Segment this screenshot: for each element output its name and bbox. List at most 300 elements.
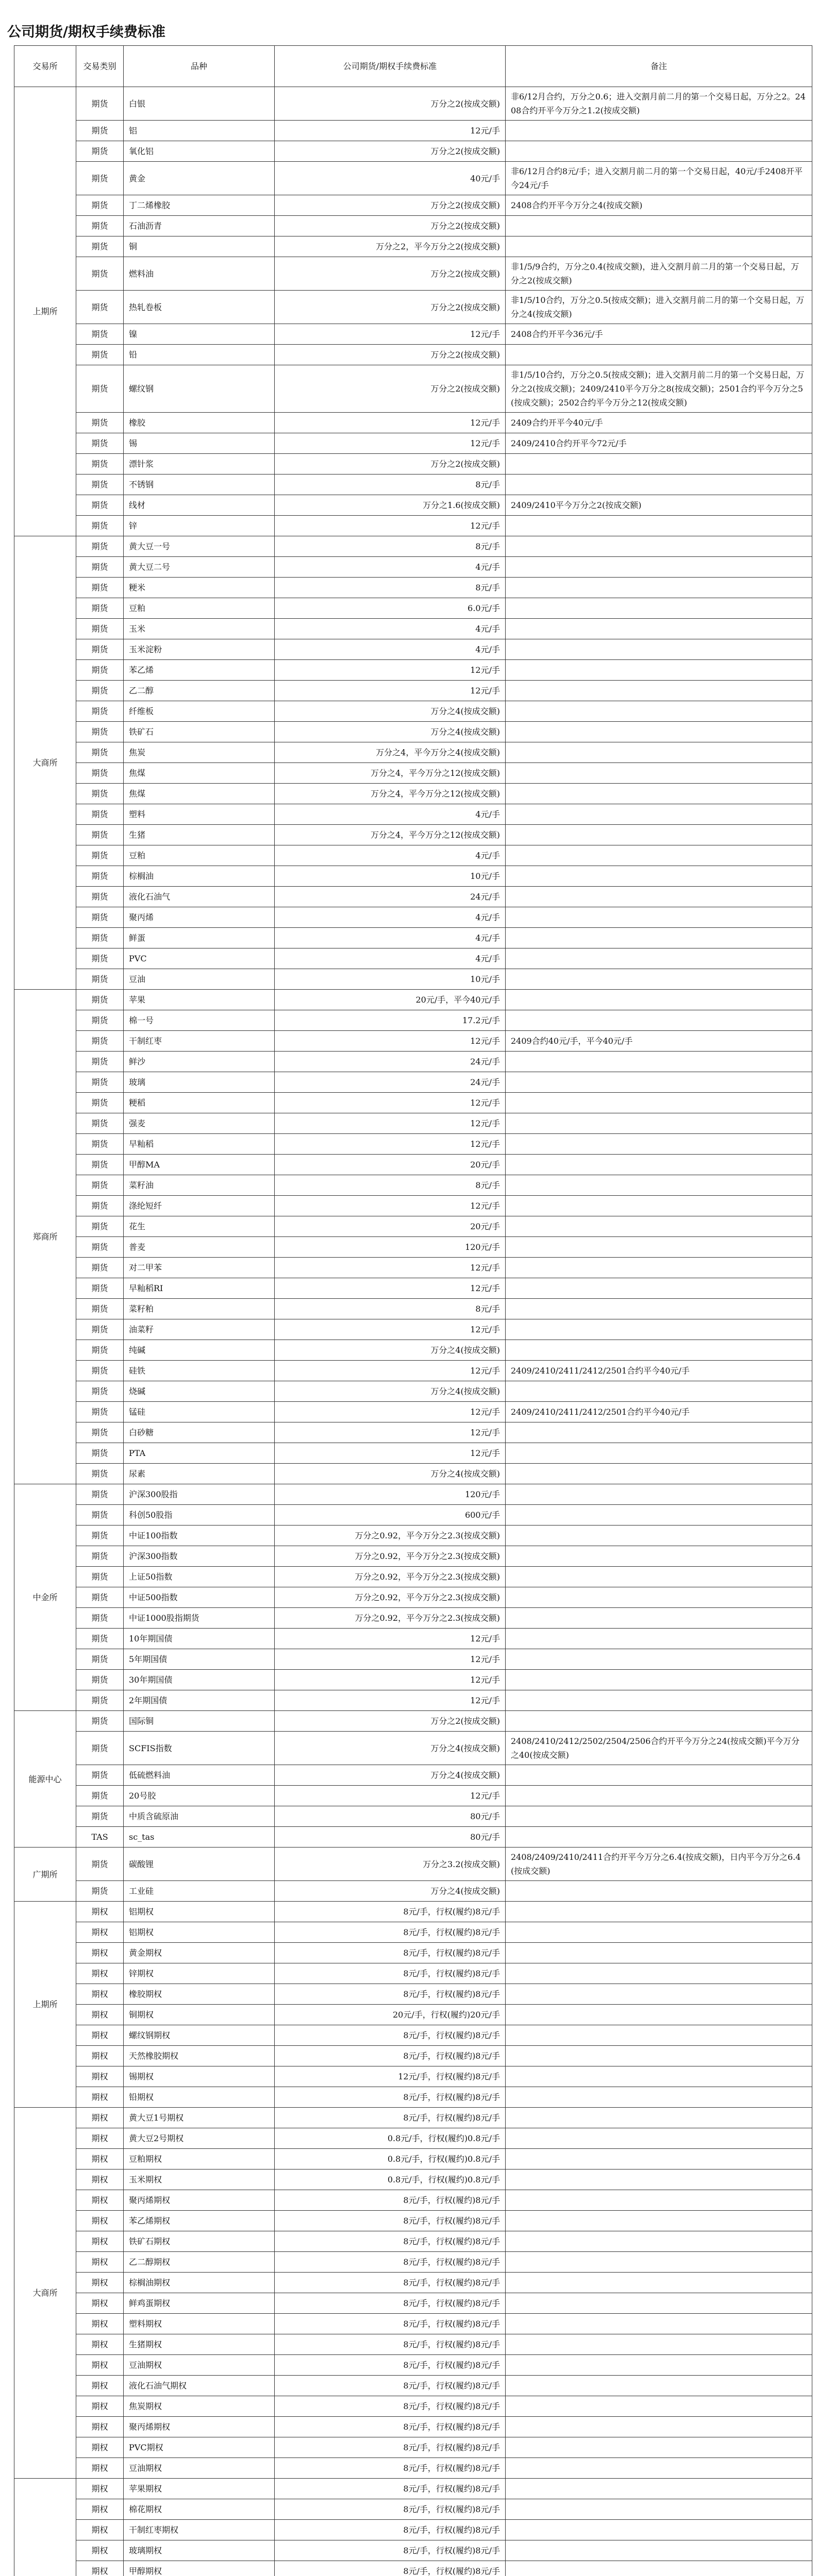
cell-category: 期货	[76, 1340, 124, 1361]
cell-category: 期权	[76, 2252, 124, 2273]
cell-product: 聚丙烯期权	[124, 2190, 275, 2211]
cell-product: 鲜沙	[124, 1052, 275, 1072]
cell-category: 期货	[76, 598, 124, 619]
cell-fee: 万分之4，平今万分之12(按成交额)	[275, 825, 506, 845]
cell-fee: 8元/手，行权(履约)8元/手	[275, 2540, 506, 2561]
cell-remark	[506, 639, 812, 660]
cell-category: 期货	[76, 1052, 124, 1072]
table-row	[14, 433, 812, 454]
cell-remark	[506, 2108, 812, 2128]
cell-product: 白银	[124, 87, 275, 121]
cell-category: 期权	[76, 2087, 124, 2108]
cell-remark	[506, 1963, 812, 1984]
table-row	[14, 2458, 812, 2479]
table-row	[14, 162, 812, 195]
cell-category: 期货	[76, 141, 124, 162]
cell-fee: 20元/手	[275, 1216, 506, 1237]
cell-remark	[506, 2066, 812, 2087]
table-row	[14, 969, 812, 990]
cell-fee: 万分之2(按成交额)	[275, 257, 506, 291]
cell-product: 焦炭	[124, 742, 275, 763]
cell-product: 天然橡胶期权	[124, 2046, 275, 2066]
table-row	[14, 619, 812, 639]
cell-category: 期货	[76, 454, 124, 474]
table-row	[14, 516, 812, 536]
table-row	[14, 1765, 812, 1786]
cell-category: 期货	[76, 236, 124, 257]
cell-product: 2年期国债	[124, 1690, 275, 1711]
cell-fee: 万分之2(按成交额)	[275, 195, 506, 216]
cell-product: 普麦	[124, 1237, 275, 1258]
table-row	[14, 2376, 812, 2396]
cell-remark	[506, 516, 812, 536]
cell-fee: 8元/手，行权(履约)8元/手	[275, 2479, 506, 2499]
cell-product: 粳米	[124, 578, 275, 598]
cell-product: 铜期权	[124, 2005, 275, 2025]
cell-product: 棉一号	[124, 1010, 275, 1031]
cell-product: 尿素	[124, 1464, 275, 1484]
table-row	[14, 1587, 812, 1608]
cell-category: 期货	[76, 969, 124, 990]
cell-remark	[506, 1278, 812, 1299]
cell-category: 期货	[76, 1732, 124, 1765]
table-row	[14, 1031, 812, 1052]
cell-remark	[506, 887, 812, 907]
cell-remark	[506, 2190, 812, 2211]
cell-fee: 12元/手	[275, 1629, 506, 1649]
cell-product: 白砂糖	[124, 1422, 275, 1443]
cell-fee: 8元/手	[275, 1299, 506, 1319]
cell-remark	[506, 1881, 812, 1902]
table-row	[14, 2273, 812, 2293]
cell-product: 铁矿石期权	[124, 2231, 275, 2252]
table-row	[14, 257, 812, 291]
table-row	[14, 2170, 812, 2190]
table-row	[14, 1402, 812, 1422]
cell-fee: 万分之1.6(按成交额)	[275, 495, 506, 516]
cell-product: 螺纹钢	[124, 365, 275, 413]
table-row	[14, 2479, 812, 2499]
cell-product: sc_tas	[124, 1827, 275, 1848]
table-row	[14, 2396, 812, 2417]
cell-remark	[506, 598, 812, 619]
cell-category: 期货	[76, 324, 124, 345]
header-row	[14, 46, 812, 87]
cell-remark	[506, 1216, 812, 1237]
cell-category: 期货	[76, 365, 124, 413]
table-row	[14, 1608, 812, 1629]
cell-category: 期权	[76, 1943, 124, 1963]
table-row	[14, 1052, 812, 1072]
table-row	[14, 1881, 812, 1902]
cell-product: 锡	[124, 433, 275, 454]
cell-remark	[506, 236, 812, 257]
cell-remark	[506, 948, 812, 969]
table-row	[14, 907, 812, 928]
table-row	[14, 1567, 812, 1587]
cell-product: 低硫燃料油	[124, 1765, 275, 1786]
cell-product: 铝	[124, 121, 275, 141]
table-row	[14, 2149, 812, 2170]
cell-category: 期权	[76, 2005, 124, 2025]
table-row	[14, 1155, 812, 1175]
table-row	[14, 365, 812, 413]
cell-fee: 0.8元/手，行权(履约)0.8元/手	[275, 2149, 506, 2170]
cell-exchange: 大商所	[14, 2108, 76, 2479]
cell-product: 对二甲苯	[124, 1258, 275, 1278]
table-row	[14, 141, 812, 162]
cell-product: 石油沥青	[124, 216, 275, 236]
cell-fee: 12元/手	[275, 1670, 506, 1690]
cell-remark	[506, 2437, 812, 2458]
cell-category: 期货	[76, 1505, 124, 1526]
cell-category: 期货	[76, 578, 124, 598]
cell-remark	[506, 1587, 812, 1608]
cell-product: 纤维板	[124, 701, 275, 722]
cell-product: 锌期权	[124, 1963, 275, 1984]
cell-category: 期货	[76, 1765, 124, 1786]
table-row	[14, 2025, 812, 2046]
cell-category: 期货	[76, 121, 124, 141]
cell-remark: 2408合约开平今万分之4(按成交额)	[506, 195, 812, 216]
table-row	[14, 1984, 812, 2005]
cell-category: 期权	[76, 2499, 124, 2520]
cell-remark	[506, 2231, 812, 2252]
table-row	[14, 1196, 812, 1216]
cell-remark	[506, 1902, 812, 1922]
cell-category: 期货	[76, 742, 124, 763]
cell-category: 期货	[76, 1567, 124, 1587]
table-row	[14, 2314, 812, 2334]
cell-category: 期权	[76, 2128, 124, 2149]
cell-fee: 20元/手，平今40元/手	[275, 990, 506, 1010]
cell-product: 干制红枣	[124, 1031, 275, 1052]
cell-remark	[506, 1984, 812, 2005]
cell-remark	[506, 1464, 812, 1484]
cell-product: 上证50指数	[124, 1567, 275, 1587]
cell-category: 期货	[76, 1319, 124, 1340]
cell-category: 期货	[76, 619, 124, 639]
cell-fee: 8元/手，行权(履约)8元/手	[275, 2355, 506, 2376]
cell-category: 期货	[76, 495, 124, 516]
cell-remark	[506, 2520, 812, 2540]
table-row	[14, 1963, 812, 1984]
cell-fee: 8元/手，行权(履约)8元/手	[275, 2314, 506, 2334]
table-row	[14, 1902, 812, 1922]
table-row	[14, 1922, 812, 1943]
cell-remark	[506, 1526, 812, 1546]
cell-fee: 0.8元/手，行权(履约)0.8元/手	[275, 2170, 506, 2190]
table-row	[14, 2355, 812, 2376]
cell-product: 5年期国债	[124, 1649, 275, 1670]
cell-fee: 万分之2(按成交额)	[275, 345, 506, 365]
table-row	[14, 2190, 812, 2211]
table-row	[14, 1732, 812, 1765]
cell-product: 焦煤	[124, 784, 275, 804]
table-row	[14, 1827, 812, 1848]
cell-product: 不锈钢	[124, 474, 275, 495]
cell-remark	[506, 660, 812, 681]
cell-remark	[506, 722, 812, 742]
cell-remark	[506, 2499, 812, 2520]
cell-category: 期货	[76, 433, 124, 454]
table-row	[14, 1546, 812, 1567]
cell-product: 甲醇MA	[124, 1155, 275, 1175]
table-row	[14, 1786, 812, 1806]
cell-exchange: 上期所	[14, 87, 76, 536]
cell-category: 期货	[76, 516, 124, 536]
table-row	[14, 216, 812, 236]
cell-category: 期货	[76, 1216, 124, 1237]
table-row	[14, 1216, 812, 1237]
cell-fee: 8元/手，行权(履约)8元/手	[275, 2376, 506, 2396]
cell-remark	[506, 1765, 812, 1786]
cell-category: 期货	[76, 291, 124, 324]
cell-category: 期货	[76, 1113, 124, 1134]
cell-product: 铜	[124, 236, 275, 257]
cell-remark	[506, 1093, 812, 1113]
table-row	[14, 1443, 812, 1464]
cell-product: 粳稻	[124, 1093, 275, 1113]
cell-category: 期权	[76, 2293, 124, 2314]
cell-remark	[506, 2170, 812, 2190]
table-row	[14, 1629, 812, 1649]
table-row	[14, 1340, 812, 1361]
cell-fee: 8元/手，行权(履约)8元/手	[275, 2293, 506, 2314]
cell-category: 期货	[76, 887, 124, 907]
table-row	[14, 2231, 812, 2252]
table-row	[14, 2417, 812, 2437]
cell-product: 甲醇期权	[124, 2561, 275, 2576]
cell-fee: 12元/手	[275, 324, 506, 345]
cell-exchange: 广期所	[14, 1848, 76, 1902]
cell-product: 焦煤	[124, 763, 275, 784]
cell-category: 期权	[76, 2479, 124, 2499]
cell-remark: 非1/5/10合约，万分之0.5(按成交额)；进入交割月前二月的第一个交易日起，万分之2(按成交额)；2409/2410平今万分之8(按成交额)；2501合约平今万分之5(按成交额)；2502合约平今万分之12(按成交额)	[506, 365, 812, 413]
cell-fee: 8元/手，行权(履约)8元/手	[275, 1922, 506, 1943]
table-row	[14, 1484, 812, 1505]
cell-remark	[506, 1546, 812, 1567]
table-row	[14, 87, 812, 121]
cell-fee: 12元/手	[275, 1134, 506, 1155]
cell-fee: 8元/手，行权(履约)8元/手	[275, 1902, 506, 1922]
table-row	[14, 1381, 812, 1402]
table-row	[14, 2520, 812, 2540]
cell-remark	[506, 1608, 812, 1629]
cell-product: 铝期权	[124, 1902, 275, 1922]
cell-product: 中证1000股指期货	[124, 1608, 275, 1629]
cell-category: 期货	[76, 784, 124, 804]
table-row	[14, 1361, 812, 1381]
cell-remark	[506, 1670, 812, 1690]
cell-product: 焦炭期权	[124, 2396, 275, 2417]
cell-remark	[506, 1175, 812, 1196]
cell-remark: 2409合约开平今40元/手	[506, 413, 812, 433]
cell-category: 期货	[76, 1299, 124, 1319]
cell-category: 期货	[76, 1881, 124, 1902]
cell-product: 豆油期权	[124, 2458, 275, 2479]
table-row	[14, 291, 812, 324]
cell-remark	[506, 2396, 812, 2417]
cell-fee: 8元/手，行权(履约)8元/手	[275, 2437, 506, 2458]
cell-product: 塑料期权	[124, 2314, 275, 2334]
cell-fee: 12元/手	[275, 1319, 506, 1340]
cell-product: 乙二醇期权	[124, 2252, 275, 2273]
cell-fee: 12元/手	[275, 516, 506, 536]
cell-fee: 600元/手	[275, 1505, 506, 1526]
cell-category: 期权	[76, 2437, 124, 2458]
cell-fee: 24元/手	[275, 1052, 506, 1072]
cell-category: 期权	[76, 2355, 124, 2376]
cell-category: 期货	[76, 804, 124, 825]
cell-fee: 万分之4，平今万分之4(按成交额)	[275, 742, 506, 763]
cell-remark	[506, 1381, 812, 1402]
table-row	[14, 1670, 812, 1690]
cell-fee: 12元/手	[275, 1402, 506, 1422]
cell-remark	[506, 907, 812, 928]
cell-product: 漂针浆	[124, 454, 275, 474]
cell-product: 玉米	[124, 619, 275, 639]
cell-product: 涤纶短纤	[124, 1196, 275, 1216]
cell-fee: 8元/手，行权(履约)8元/手	[275, 2417, 506, 2437]
cell-product: 铅	[124, 345, 275, 365]
cell-fee: 24元/手	[275, 887, 506, 907]
cell-fee: 万分之2(按成交额)	[275, 291, 506, 324]
cell-remark	[506, 2458, 812, 2479]
cell-category: 期货	[76, 536, 124, 557]
cell-category: 期货	[76, 413, 124, 433]
cell-product: 中证500指数	[124, 1587, 275, 1608]
cell-product: 锌	[124, 516, 275, 536]
table-row	[14, 845, 812, 866]
cell-fee: 4元/手	[275, 619, 506, 639]
cell-fee: 8元/手，行权(履约)8元/手	[275, 2046, 506, 2066]
table-row	[14, 345, 812, 365]
cell-category: 期货	[76, 1806, 124, 1827]
cell-category: 期货	[76, 1649, 124, 1670]
cell-category: 期权	[76, 2540, 124, 2561]
cell-remark	[506, 2479, 812, 2499]
cell-remark	[506, 1319, 812, 1340]
table-row	[14, 413, 812, 433]
cell-exchange	[14, 2479, 76, 2576]
cell-fee: 万分之4(按成交额)	[275, 1340, 506, 1361]
fee-table	[14, 45, 812, 2576]
cell-remark	[506, 1010, 812, 1031]
cell-fee: 万分之4(按成交额)	[275, 722, 506, 742]
cell-exchange: 上期所	[14, 1902, 76, 2108]
table-row	[14, 784, 812, 804]
cell-fee: 8元/手，行权(履约)8元/手	[275, 2458, 506, 2479]
cell-fee: 万分之2，平今万分之2(按成交额)	[275, 236, 506, 257]
cell-product: 硅铁	[124, 1361, 275, 1381]
cell-fee: 0.8元/手，行权(履约)0.8元/手	[275, 2128, 506, 2149]
cell-remark	[506, 866, 812, 887]
table-row	[14, 887, 812, 907]
cell-remark	[506, 536, 812, 557]
cell-fee: 8元/手，行权(履约)8元/手	[275, 2561, 506, 2576]
cell-remark	[506, 784, 812, 804]
cell-fee: 4元/手	[275, 928, 506, 948]
cell-fee: 万分之0.92，平今万分之2.3(按成交额)	[275, 1526, 506, 1546]
cell-category: 期权	[76, 2025, 124, 2046]
cell-remark	[506, 1484, 812, 1505]
cell-category: 期货	[76, 345, 124, 365]
cell-product: 玻璃期权	[124, 2540, 275, 2561]
cell-remark	[506, 928, 812, 948]
cell-category: 期货	[76, 825, 124, 845]
cell-fee: 万分之4(按成交额)	[275, 1732, 506, 1765]
cell-remark	[506, 1786, 812, 1806]
cell-category: 期权	[76, 2066, 124, 2087]
cell-category: 期货	[76, 928, 124, 948]
table-row	[14, 195, 812, 216]
cell-remark	[506, 1922, 812, 1943]
cell-remark	[506, 557, 812, 578]
cell-remark	[506, 1155, 812, 1175]
table-row	[14, 2046, 812, 2066]
cell-fee: 8元/手，行权(履约)8元/手	[275, 2108, 506, 2128]
cell-fee: 万分之0.92，平今万分之2.3(按成交额)	[275, 1567, 506, 1587]
cell-remark	[506, 742, 812, 763]
cell-product: PVC	[124, 948, 275, 969]
cell-fee: 8元/手，行权(履约)8元/手	[275, 1943, 506, 1963]
cell-category: 期货	[76, 1072, 124, 1093]
cell-remark: 2409/2410/2411/2412/2501合约平今40元/手	[506, 1402, 812, 1422]
table-row	[14, 2252, 812, 2273]
cell-fee: 6.0元/手	[275, 598, 506, 619]
cell-fee: 8元/手，行权(履约)8元/手	[275, 2211, 506, 2231]
cell-product: 铅期权	[124, 2087, 275, 2108]
cell-remark	[506, 1052, 812, 1072]
cell-fee: 80元/手	[275, 1827, 506, 1848]
table-row	[14, 2499, 812, 2520]
cell-product: 烧碱	[124, 1381, 275, 1402]
cell-fee: 8元/手	[275, 1175, 506, 1196]
cell-category: 期权	[76, 2458, 124, 2479]
cell-category: 期货	[76, 1587, 124, 1608]
cell-category: 期货	[76, 1848, 124, 1881]
cell-category: 期权	[76, 2334, 124, 2355]
cell-product: 铝期权	[124, 1922, 275, 1943]
cell-remark	[506, 2149, 812, 2170]
cell-fee: 8元/手，行权(履约)8元/手	[275, 2190, 506, 2211]
cell-fee: 12元/手	[275, 1786, 506, 1806]
table-row	[14, 1526, 812, 1546]
cell-category: 期货	[76, 845, 124, 866]
cell-category: 期货	[76, 1690, 124, 1711]
cell-product: 黄大豆2号期权	[124, 2128, 275, 2149]
cell-category: 期权	[76, 2046, 124, 2066]
cell-fee: 万分之2(按成交额)	[275, 216, 506, 236]
cell-product: 工业硅	[124, 1881, 275, 1902]
cell-fee: 120元/手	[275, 1484, 506, 1505]
cell-fee: 4元/手	[275, 907, 506, 928]
cell-category: 期货	[76, 257, 124, 291]
cell-remark	[506, 2561, 812, 2576]
cell-product: 棕榈油期权	[124, 2273, 275, 2293]
cell-category: 期货	[76, 1443, 124, 1464]
cell-product: 棉花期权	[124, 2499, 275, 2520]
cell-category: 期货	[76, 990, 124, 1010]
table-row	[14, 660, 812, 681]
cell-product: PTA	[124, 1443, 275, 1464]
cell-product: 苹果	[124, 990, 275, 1010]
cell-category: 期货	[76, 1031, 124, 1052]
cell-category: 期货	[76, 1464, 124, 1484]
fee-table-header	[14, 46, 812, 87]
cell-fee: 万分之2(按成交额)	[275, 365, 506, 413]
